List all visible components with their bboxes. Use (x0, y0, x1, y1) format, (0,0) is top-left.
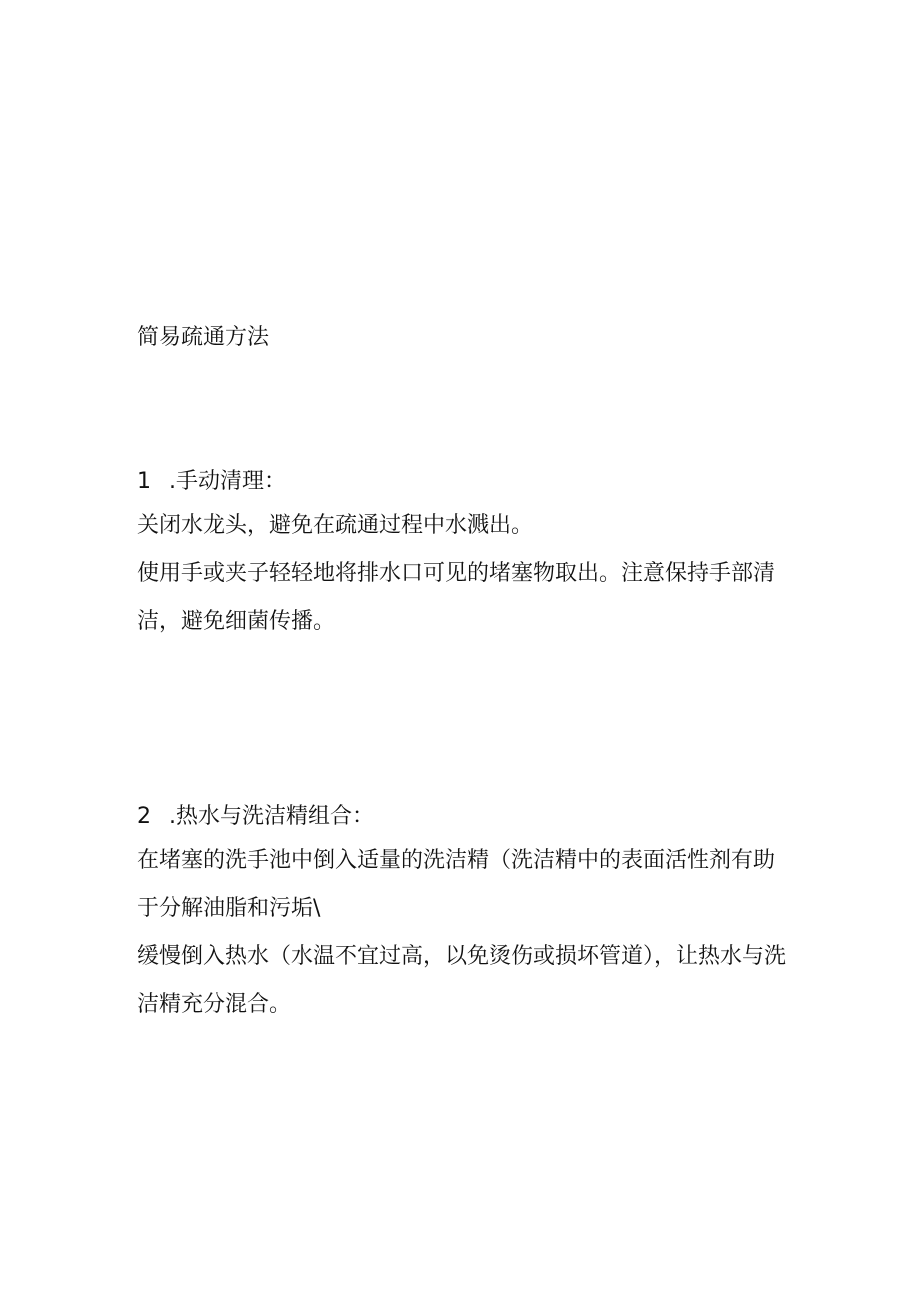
section-number: 2 (137, 804, 151, 829)
paragraph: 使用手或夹子轻轻地将排水口可见的堵塞物取出。注意保持手部清洁，避免细菌传播。 (137, 561, 776, 634)
section-heading (137, 801, 787, 833)
paragraph: 关闭水龙头，避免在疏通过程中水溅出。 (137, 513, 534, 538)
section-number: 1 (137, 469, 151, 494)
section-heading (137, 466, 787, 498)
section-hot-water-detergent (137, 801, 787, 1029)
document-title: 简易疏通方法 (137, 325, 270, 350)
paragraph: 缓慢倒入热水（水温不宜过高，以免烫伤或损坏管道），让热水与洗洁精充分混合。 (137, 944, 787, 1017)
section-manual-cleaning (137, 466, 787, 646)
section-heading-text: .热水与洗洁精组合： (169, 804, 374, 829)
paragraph: 在堵塞的洗手池中倒入适量的洗洁精（洗洁精中的表面活性剂有助于分解油脂和污垢\ (137, 848, 776, 921)
section-heading-text: .手动清理： (169, 469, 286, 494)
